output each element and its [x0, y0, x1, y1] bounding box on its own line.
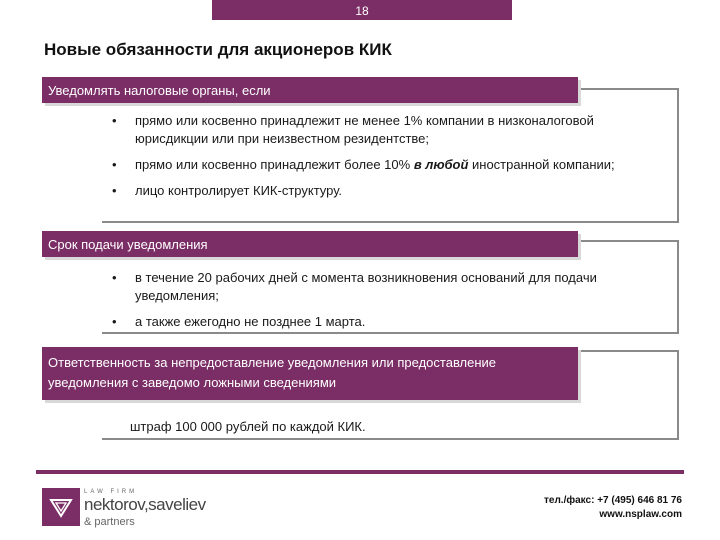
- list-item-text: лицо контролирует КИК-структуру.: [135, 183, 343, 198]
- bullet-icon: •: [112, 314, 117, 329]
- bullet-icon: •: [112, 113, 117, 128]
- section-header-notify: Уведомлять налоговые органы, если: [42, 77, 578, 103]
- page-title: Новые обязанности для акционеров КИК: [44, 40, 392, 59]
- list-item: [112, 112, 668, 148]
- section-header-deadline: Срок подачи уведомления: [42, 231, 578, 257]
- footer-divider: [36, 470, 684, 474]
- logo-name: nektorov,saveliev: [84, 495, 206, 514]
- list-item-text-after: иностранной компании;: [468, 157, 615, 172]
- phone-fax: тел./факс: +7 (495) 646 81 76: [543, 495, 682, 506]
- list-item: [112, 313, 668, 331]
- list-item-text-before: прямо или косвенно принадлежит более 10%: [135, 157, 414, 172]
- page-number: 18: [212, 0, 512, 20]
- notify-conditions-list: [112, 112, 668, 208]
- list-item-text: а также ежегодно не позднее 1 марта.: [135, 314, 366, 329]
- logo-law-firm: LAW FIRM: [84, 489, 138, 495]
- list-item: [112, 156, 668, 174]
- bullet-icon: •: [112, 157, 117, 172]
- list-item-text: в течение 20 рабочих дней с момента возникновения оснований для подачи уведомления;: [135, 270, 597, 303]
- list-item: [112, 182, 668, 200]
- bullet-icon: •: [112, 183, 117, 198]
- fine-text: штраф 100 000 рублей по каждой КИК.: [130, 419, 366, 434]
- bullet-icon: •: [112, 270, 117, 285]
- section-header-liability: Ответственность за непредоставление уведомления или предоставление уведомления с заведомо ложными сведениями: [42, 347, 578, 400]
- list-item-emphasis: в любой: [413, 157, 469, 172]
- contact-block: [544, 494, 682, 522]
- website-link[interactable]: www.nsplaw.com: [599, 509, 682, 520]
- list-item-text: прямо или косвенно принадлежит не менее 1% компании в низконалоговой юрисдикции или при неизвестном резидентстве;: [135, 113, 594, 146]
- logo-partners: & partners: [84, 516, 135, 528]
- triangle-logo-icon: [42, 488, 80, 526]
- list-item: [112, 269, 668, 305]
- deadline-list: [112, 269, 668, 339]
